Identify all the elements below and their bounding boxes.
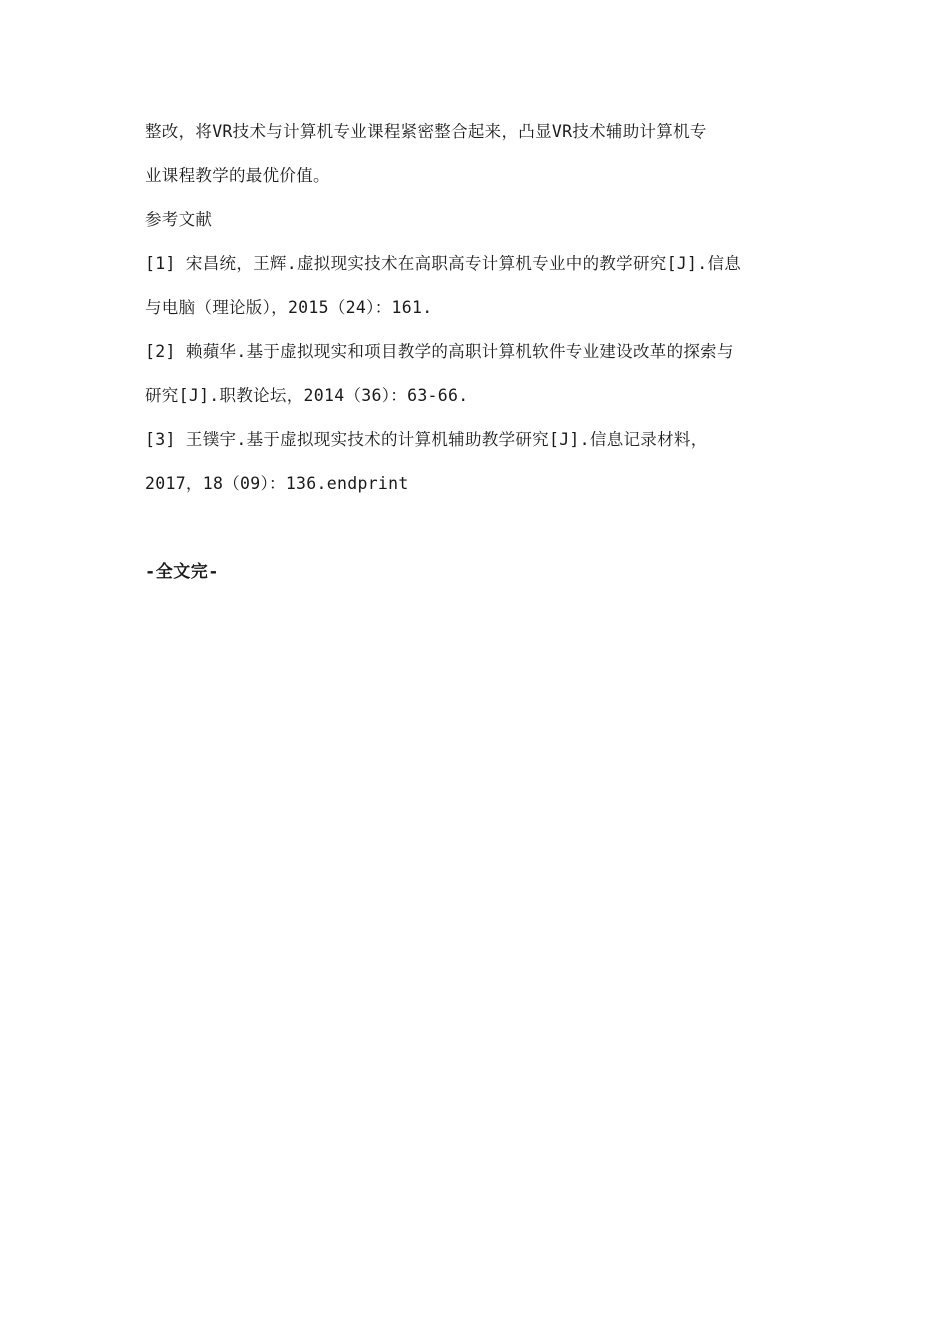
reference-line: 与电脑（理论版），2015（24）：161. [145,298,433,317]
document-page [145,110,815,594]
reference-line: [3] 王镤宇.基于虚拟现实技术的计算机辅助教学研究[J].信息记录材料， [145,430,708,449]
reference-line: 研究[J].职教论坛，2014（36）：63-66. [145,386,469,405]
reference-line: [1] 宋昌统，王辉.虚拟现实技术在高职高专计算机专业中的教学研究[J].信息 [145,254,742,273]
body-text-line: 业课程教学的最优价值。 [145,166,330,185]
body-text-line: 整改，将VR技术与计算机专业课程紧密整合起来，凸显VR技术辅助计算机专 [145,122,707,141]
references-heading: 参考文献 [145,210,213,229]
end-of-document-mark: -全文完- [145,562,219,582]
reference-line: [2] 赖蘋华.基于虚拟现实和项目教学的高职计算机软件专业建设改革的探索与 [145,342,734,361]
reference-line: 2017，18（09）：136.endprint [145,474,409,493]
